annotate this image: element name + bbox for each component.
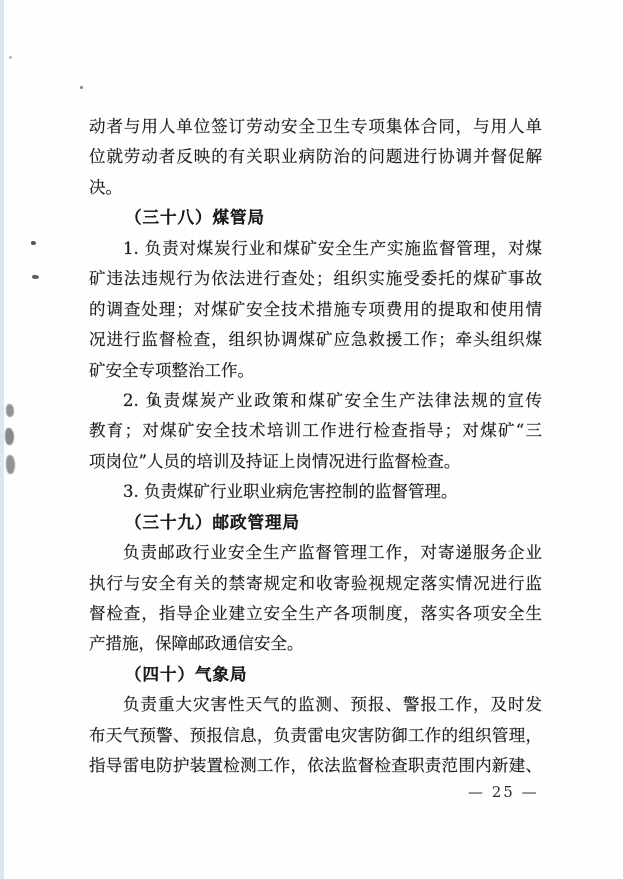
text-line: 负责邮政行业安全生产监督管理工作，对寄递服务企业	[123, 543, 542, 563]
text-line: 指导雷电防护装置检测工作，依法监督检查职责范围内新建、	[89, 756, 542, 776]
scan-edge-strip	[0, 0, 4, 879]
section-heading-38: （三十八）煤管局	[125, 208, 265, 228]
text-line: 位就劳动者反映的有关职业病防治的问题进行协调并督促解	[89, 147, 542, 167]
ink-speck	[32, 275, 39, 279]
text-line: 动者与用人单位签订劳动安全卫生专项集体合同，与用人单	[89, 117, 542, 136]
text-line: 项岗位”人员的培训及持证上岗情况进行监督检查。	[89, 451, 461, 471]
text-line: 督检查，指导企业建立安全生产各项制度，落实各项安全生	[89, 604, 542, 623]
text-line: 产措施，保障邮政通信安全。	[89, 634, 304, 654]
ink-speck	[80, 86, 83, 89]
text-line: 3. 负责煤矿行业职业病危害控制的监督管理。	[123, 482, 458, 502]
section-heading-39: （三十九）邮政管理局	[125, 512, 300, 532]
binding-smudge	[6, 455, 15, 474]
text-line: 矿安全专项整治工作。	[89, 360, 254, 380]
text-line: 负责重大灾害性天气的监测、预报、警报工作，及时发	[123, 695, 542, 715]
binding-smudge	[5, 428, 14, 445]
text-line: 教育；对煤矿安全技术培训工作进行检查指导；对煤矿“三	[89, 421, 542, 441]
text-line: 的调查处理；对煤矿安全技术措施专项费用的提取和使用情	[89, 299, 542, 319]
text-line: 况进行监督检查，组织协调煤矿应急救援工作；牵头组织煤	[89, 330, 542, 350]
ink-speck	[31, 241, 36, 245]
text-line: 2. 负责煤炭产业政策和煤矿安全生产法律法规的宣传	[123, 390, 542, 410]
text-line: 决。	[89, 177, 122, 197]
text-line: 1. 负责对煤炭行业和煤矿安全生产实施监督管理，对煤	[123, 238, 542, 258]
page-number: — 25 —	[468, 783, 539, 801]
ink-speck	[9, 56, 12, 59]
text-line: 执行与安全有关的禁寄规定和收寄验视规定落实情况进行监	[89, 573, 542, 593]
text-line: 矿违法违规行为依法进行查处；组织实施受委托的煤矿事故	[89, 269, 542, 289]
document-body	[89, 112, 542, 782]
section-heading-40: （四十）气象局	[125, 664, 248, 684]
binding-smudge	[6, 404, 14, 417]
text-line: 布天气预警、预报信息，负责雷电灾害防御工作的组织管理，	[89, 725, 542, 745]
